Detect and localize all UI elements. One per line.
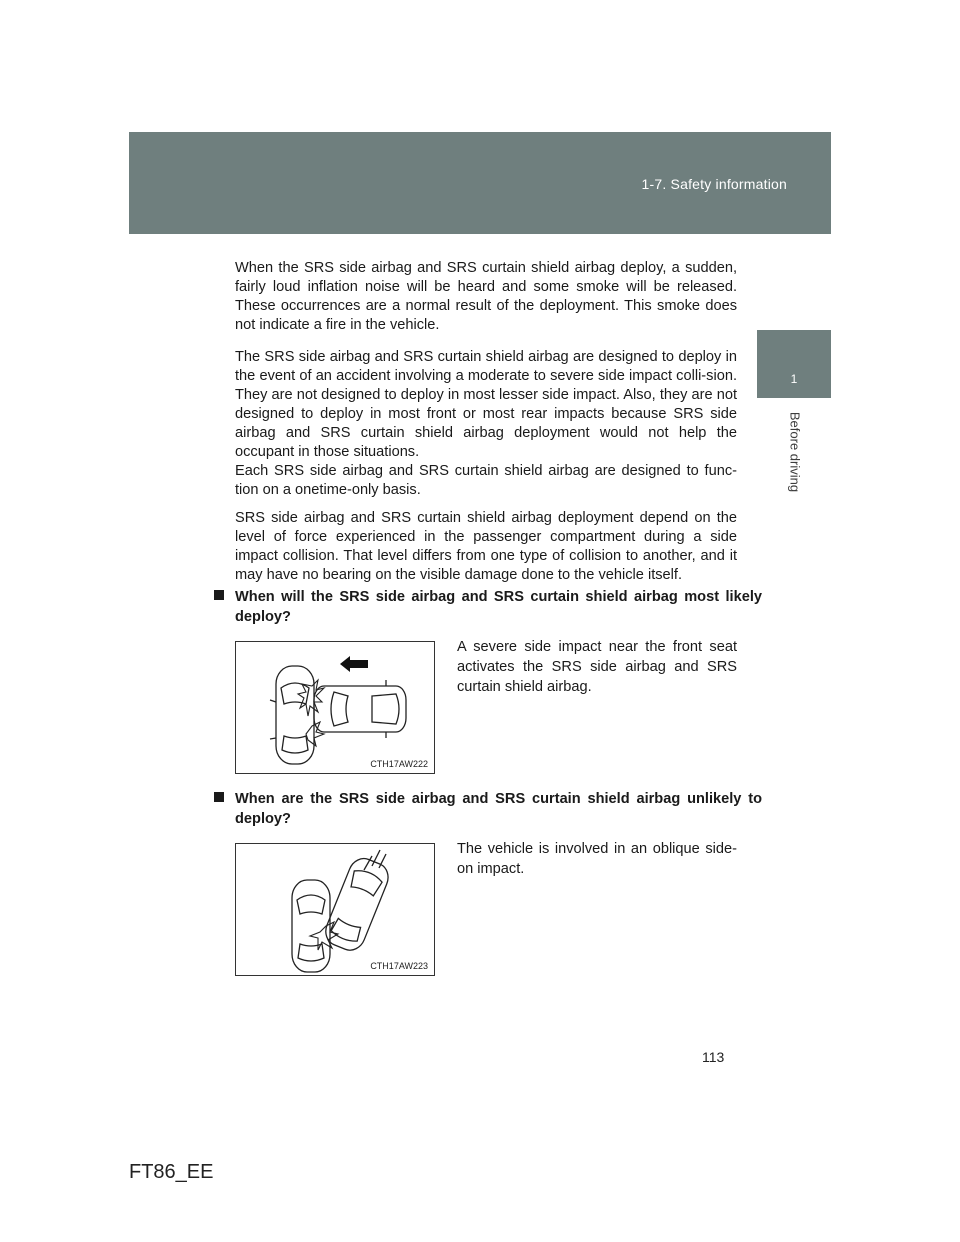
caption-oblique-impact: The vehicle is involved in an oblique side-on impact. <box>457 841 737 877</box>
paragraph-design-deploy: The SRS side airbag and SRS curtain shield airbag are designed to deploy in the event of an accident involving a moderate to severe side impact colli-sion. They are not designed to deploy in most lesser side impact. Also, they are not designed to deploy in most front or most rear impacts because SRS side airbag and SRS curtain shield airbag deployment would not help the occupant in those situations. <box>235 349 737 460</box>
figure-oblique-impact <box>235 843 435 976</box>
manual-code: FT86_EE <box>129 1161 214 1183</box>
chapter-label-container <box>768 404 822 500</box>
chapter-tab <box>757 330 831 398</box>
heading-likely-deploy-text: When will the SRS side airbag and SRS curtain shield airbag most likely deploy? <box>235 589 762 625</box>
header-band <box>129 132 831 234</box>
oblique-impact-illustration <box>236 844 436 977</box>
caption-side-impact: A severe side impact near the front seat activates the SRS side airbag and SRS curtain shield airbag. <box>457 639 737 695</box>
figure-code: CTH17AW223 <box>370 961 428 971</box>
figure-code: CTH17AW222 <box>370 759 428 769</box>
paragraph-noise-smoke: When the SRS side airbag and SRS curtain shield airbag deploy, a sudden, fairly loud inflation noise will be heard and some smoke will be released. These occurrences are a normal result of the deployment. This smoke does not indicate a fire in the vehicle. <box>235 260 737 333</box>
section-title: 1-7. Safety information <box>641 176 787 192</box>
side-impact-illustration <box>236 642 436 775</box>
heading-likely-deploy <box>210 587 762 627</box>
paragraph-onetime: Each SRS side airbag and SRS curtain shield airbag are designed to func-tion on a onetime-only basis. <box>235 463 737 498</box>
heading-unlikely-deploy-text: When are the SRS side airbag and SRS curtain shield airbag unlikely to deploy? <box>235 791 762 827</box>
paragraph-force-level: SRS side airbag and SRS curtain shield airbag deployment depend on the level of force experienced in the passenger compartment during a side impact collision. That level differs from one type of collision to another, and it may have no bearing on the visible damage done to the vehicle itself. <box>235 510 737 583</box>
page-number: 113 <box>702 1049 725 1065</box>
chapter-number: 1 <box>790 372 798 386</box>
heading-unlikely-deploy <box>210 789 762 829</box>
heading-bullet <box>210 587 235 607</box>
chapter-label: Before driving <box>787 411 803 493</box>
heading-bullet <box>210 789 235 809</box>
figure-side-impact <box>235 641 435 774</box>
